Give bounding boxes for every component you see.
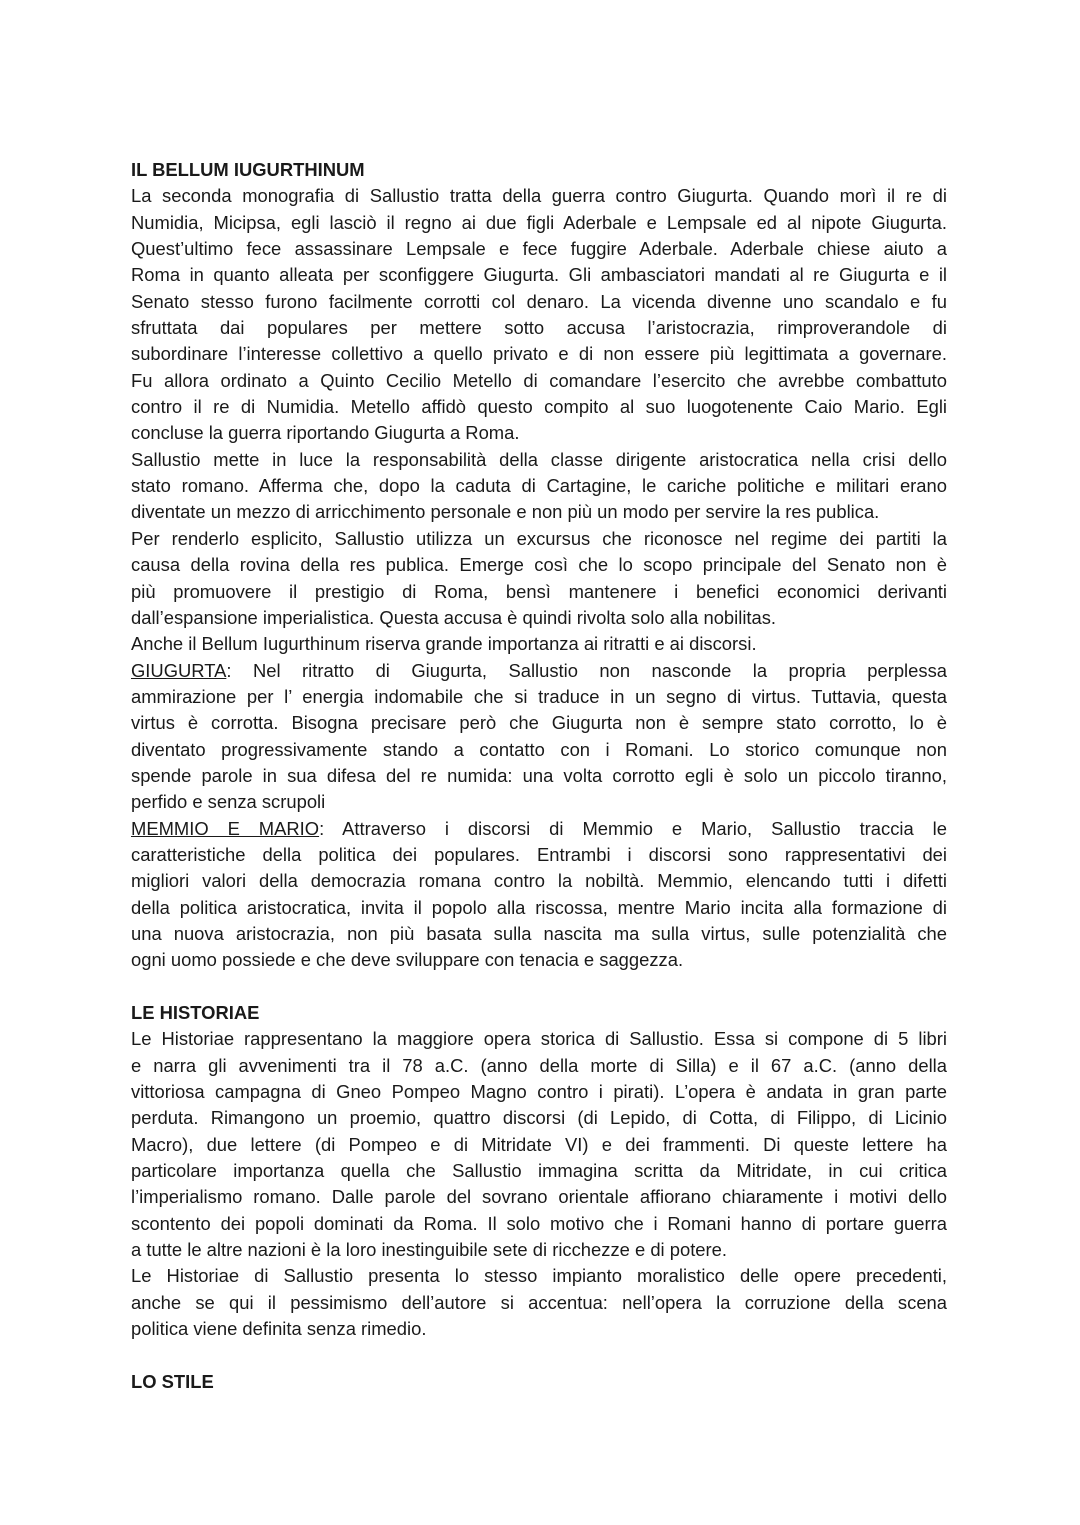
text-line: Roma in quanto alleata per sconfiggere Giugurta. Gli ambasciatori mandati al re Giugurta e il xyxy=(131,264,947,286)
paragraph xyxy=(131,658,947,816)
text-line: perduta. Rimangono un proemio, quattro discorsi (di Lepido, di Cotta, di Filippo, di Licinio xyxy=(131,1107,947,1129)
text-line: concluse la guerra riportando Giugurta a Roma. xyxy=(131,422,520,444)
text-line: Fu allora ordinato a Quinto Cecilio Metello di comandare l’esercito che avrebbe combattuto xyxy=(131,369,947,391)
text-line: dall’espansione imperialistica. Questa accusa è quindi rivolta solo alla nobilitas. xyxy=(131,606,777,628)
paragraph xyxy=(131,447,947,526)
text-line: caratteristiche della politica dei populares. Entrambi i discorsi sono rappresentativi dei xyxy=(131,843,947,865)
text-line: Le Historiae rappresentano la maggiore opera storica di Sallustio. Essa si compone di 5 libri xyxy=(131,1028,947,1050)
text-line: a tutte le altre nazioni è la loro inestinguibile sete di ricchezze e di potere. xyxy=(131,1239,727,1261)
paragraph xyxy=(131,816,947,974)
text-line: Quest’ultimo fece assassinare Lempsale e fece fuggire Aderbale. Aderbale chiese aiuto a xyxy=(131,238,947,260)
paragraph xyxy=(131,631,947,657)
paragraph xyxy=(131,183,947,446)
text-line: perfido e senza scrupoli xyxy=(131,791,326,813)
section-heading: IL BELLUM IUGURTHINUM xyxy=(131,159,365,180)
text-line: una nuova aristocrazia, non più basata sulla nascita ma sulla virtus, sulle potenzialità che xyxy=(131,922,947,944)
text-line: ammirazione per l’ energia indomabile che si traduce in un segno di virtus. Tuttavia, questa xyxy=(131,685,947,707)
underlined-subheading: GIUGURTA xyxy=(131,659,227,681)
text-line xyxy=(131,658,947,684)
paragraph xyxy=(131,526,947,631)
text-line: La seconda monografia di Sallustio tratta della guerra contro Giugurta. Quando morì il re di xyxy=(131,185,947,207)
text-line: contro il re di Numidia. Metello affidò questo compito al suo luogotenente Caio Mario. Egli xyxy=(131,396,947,418)
text-line: diventato progressivamente stando a contatto con i Romani. Lo storico comunque non xyxy=(131,738,947,760)
text-line: sfruttata dai populares per mettere sotto accusa l’aristocrazia, rimproverandole di xyxy=(131,317,947,339)
text-line: l’imperialismo romano. Dalle parole del sovrano orientale affiorano chiaramente i motivi dello xyxy=(131,1186,947,1208)
paragraph xyxy=(131,1263,947,1342)
text-line: Le Historiae di Sallustio presenta lo stesso impianto moralistico delle opere precedenti, xyxy=(131,1265,947,1287)
text-line: particolare importanza quella che Sallustio immagina scritta da Mitridate, in cui critica xyxy=(131,1160,947,1182)
underlined-subheading: MEMMIO E MARIO xyxy=(131,817,320,839)
text-line: politica viene definita senza rimedio. xyxy=(131,1318,427,1340)
document-page xyxy=(131,157,947,1395)
text-line: Per renderlo esplicito, Sallustio utilizza un excursus che riconosce nel regime dei partiti la xyxy=(131,527,947,549)
text-line: e narra gli avvenimenti tra il 78 a.C. (anno della morte di Silla) e il 67 a.C. (anno della xyxy=(131,1054,947,1076)
text-line: Numidia, Micipsa, egli lasciò il regno ai due figli Aderbale e Lempsale ed al nipote Giugurta. xyxy=(131,211,947,233)
text-line: ogni uomo possiede e che deve sviluppare con tenacia e saggezza. xyxy=(131,949,684,971)
text-line: migliori valori della democrazia romana contro la nobiltà. Memmio, elencando tutti i difetti xyxy=(131,870,947,892)
line-text: : Attraverso i discorsi di Memmio e Mario, Sallustio traccia le xyxy=(319,817,947,839)
text-line: spende parole in sua difesa del re numida: una volta corrotto egli è solo un piccolo tiranno, xyxy=(131,764,947,786)
text-line: più promuovere il prestigio di Roma, bensì mantenere i benefici economici derivanti xyxy=(131,580,947,602)
text-line: Senato stesso furono facilmente corrotti col denaro. La vicenda divenne uno scandalo e fu xyxy=(131,290,947,312)
paragraph xyxy=(131,1026,947,1263)
text-line: Macro), due lettere (di Pompeo e di Mitridate VI) e dei frammenti. Di queste lettere ha xyxy=(131,1133,947,1155)
text-line: scontento dei popoli dominati da Roma. Il solo motivo che i Romani hanno di portare guerra xyxy=(131,1212,947,1234)
text-line: stato romano. Afferma che, dopo la caduta di Cartagine, le cariche politiche e militari erano xyxy=(131,475,947,497)
text-line: subordinare l’interesse collettivo a quello privato e di non essere più legittimata a governare. xyxy=(131,343,947,365)
text-line: anche se qui il pessimismo dell’autore si accentua: nell’opera la corruzione della scena xyxy=(131,1291,947,1313)
text-line: Anche il Bellum Iugurthinum riserva grande importanza ai ritratti e ai discorsi. xyxy=(131,633,757,655)
text-line: della politica aristocratica, invita il popolo alla riscossa, mentre Mario incita alla formazione di xyxy=(131,896,947,918)
blank-line xyxy=(131,1342,947,1368)
section-heading: LE HISTORIAE xyxy=(131,1002,260,1023)
blank-line xyxy=(131,974,947,1000)
text-line: Sallustio mette in luce la responsabilità della classe dirigente aristocratica nella crisi dello xyxy=(131,448,947,470)
text-line: causa della rovina della res publica. Emerge così che lo scopo principale del Senato non è xyxy=(131,554,947,576)
text-line xyxy=(131,816,947,842)
line-text: : Nel ritratto di Giugurta, Sallustio non nasconde la propria perplessa xyxy=(226,659,947,681)
text-line: vittoriosa campagna di Gneo Pompeo Magno contro i pirati). L’opera è andata in gran parte xyxy=(131,1081,947,1103)
text-line: diventate un mezzo di arricchimento personale e non più un modo per servire la res publica. xyxy=(131,501,880,523)
section-heading: LO STILE xyxy=(131,1370,214,1392)
text-line: virtus è corrotta. Bisogna precisare però che Giugurta non è sempre stato corrotto, lo è xyxy=(131,712,947,734)
